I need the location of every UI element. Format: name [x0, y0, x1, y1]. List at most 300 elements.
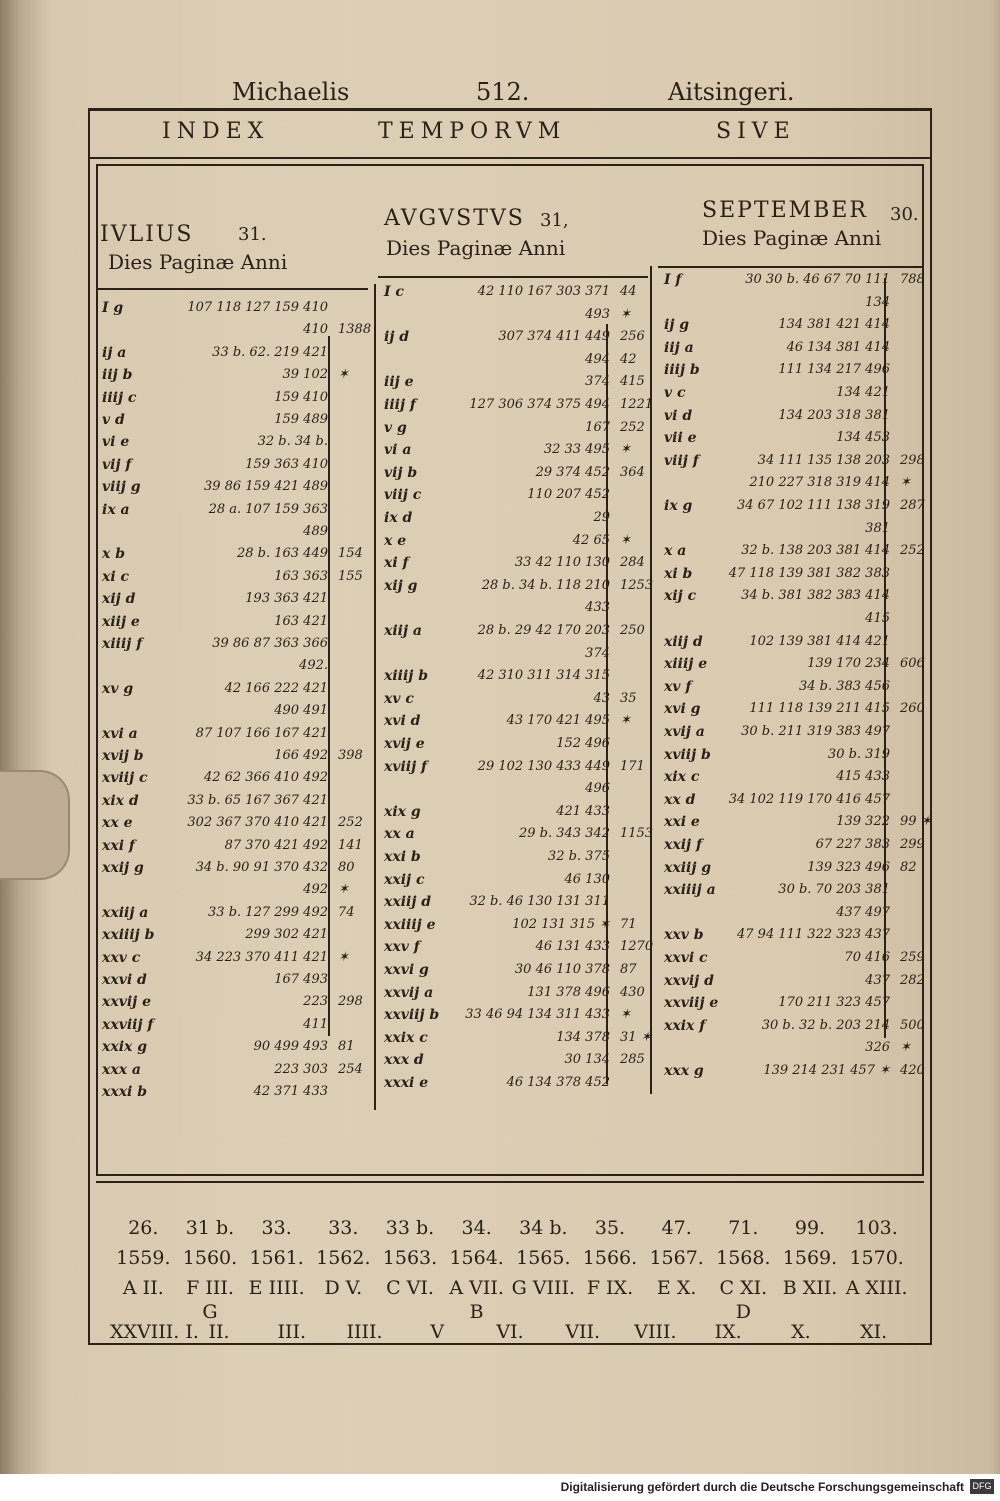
page-references: 29	[593, 510, 610, 525]
year-note: 259	[900, 950, 925, 965]
page-references: 46 134 381 414	[786, 339, 890, 355]
page-references: 152 496	[556, 736, 610, 751]
year-note: 252	[900, 543, 925, 559]
year-table-year: 1562.	[316, 1247, 371, 1269]
page-references: 437	[865, 972, 890, 988]
page-references: 42 62 366 410 492	[203, 770, 328, 786]
page-references: 34 223 370 411 421	[195, 949, 328, 965]
year-table-letter-extra: G	[202, 1301, 218, 1323]
day-label: xxv c	[102, 949, 141, 966]
page-references: 496	[585, 781, 610, 797]
day-label: xxxi b	[102, 1084, 148, 1100]
day-label: xiij d	[664, 633, 703, 650]
month-augustus-days: 31,	[540, 210, 569, 231]
page-references: 102 139 381 414 421	[749, 633, 890, 649]
day-label: I f	[664, 272, 682, 288]
year-table-page: 35.	[594, 1217, 626, 1239]
page-references: 139 322	[836, 814, 890, 830]
page-references: 131 378 496	[527, 984, 610, 1000]
year-note: 1253	[620, 577, 654, 593]
page-references: 32 b. 375	[547, 849, 610, 864]
year-note: 415	[620, 374, 645, 390]
augustus-column-headers: Dies Paginæ Anni	[386, 236, 566, 260]
page-references: 111 134 217 496	[778, 362, 890, 378]
year-table-letter: F IX.	[586, 1277, 634, 1299]
day-label: xxvij e	[102, 994, 151, 1011]
day-label: xxiiij b	[102, 927, 155, 944]
page-references: 34 111 135 138 203	[757, 452, 890, 468]
calendar-table	[96, 164, 932, 1176]
year-table-letter: F III.	[186, 1277, 234, 1299]
page-references: 33 b. 65 167 367 421	[187, 792, 328, 808]
page-references: 39 86 159 421 489	[203, 479, 328, 495]
day-label: xv f	[664, 678, 692, 695]
day-label: I c	[384, 284, 404, 300]
title-word-sive: SIVE	[716, 119, 796, 144]
day-label: xxi b	[384, 849, 421, 865]
page-references: 32 33 495	[543, 442, 610, 458]
year-note: 44	[620, 284, 637, 299]
day-label: vij b	[384, 464, 418, 481]
page-references: 39 86 87 363 366	[212, 636, 328, 651]
day-label: v c	[664, 385, 686, 401]
day-label: xij c	[664, 588, 697, 605]
day-label: xvi d	[384, 713, 421, 730]
page-references: 28 a. 107 159 363	[208, 501, 328, 517]
day-label: x e	[384, 532, 407, 549]
page-references: 87 107 166 167 421	[195, 725, 328, 741]
year-table-cycle-number: VI.	[496, 1321, 524, 1343]
page-clip	[0, 770, 70, 880]
page-references: 139 323 496	[807, 859, 890, 875]
day-label: xv g	[102, 680, 134, 697]
year-note: 260	[900, 701, 925, 717]
page-references: 326	[865, 1040, 890, 1056]
page-references: 33 b. 127 299 492	[208, 904, 328, 920]
year-table-year: 1563.	[382, 1247, 438, 1269]
year-note: 500	[900, 1017, 925, 1033]
day-label: xxix c	[384, 1029, 428, 1046]
page-references: 28 b. 34 b. 118 210	[481, 577, 610, 593]
page-references: 33 b. 62. 219 421	[212, 344, 328, 360]
day-label: viij g	[102, 479, 141, 496]
page-references: 167 493	[274, 972, 328, 987]
year-table-letter: E X.	[656, 1277, 697, 1299]
page-references: 374	[585, 374, 610, 390]
year-table-year: 1567.	[649, 1247, 704, 1269]
page-references: 139 170 234	[807, 656, 890, 672]
page-references: 415	[865, 611, 890, 626]
day-label: xxvi c	[664, 950, 708, 966]
page-references: 166 492	[274, 748, 328, 763]
page-references: 210 227 318 319 414	[749, 475, 890, 491]
year-table-cycle-number: III.	[277, 1321, 307, 1343]
year-table-page: 71.	[728, 1217, 759, 1239]
page-references: 490 491	[274, 703, 328, 719]
page-references: 489	[303, 524, 328, 539]
year-table-letter-extra: B	[469, 1301, 484, 1323]
year-note: 171	[620, 758, 645, 774]
page-references: 127 306 374 375 494	[469, 397, 610, 412]
year-table-page: 26.	[128, 1217, 159, 1239]
page-references: 30 b. 319	[827, 746, 890, 762]
year-note: 82	[900, 859, 917, 875]
running-head-left: Michaelis	[232, 78, 350, 106]
page-references: 29 102 130 433 449	[477, 758, 610, 774]
page-references: 421 433	[556, 803, 610, 819]
page-references: 70 416	[844, 950, 890, 965]
day-label: xxviij b	[384, 1007, 440, 1024]
day-label: xxxi e	[384, 1075, 429, 1091]
day-label: ix a	[102, 501, 130, 518]
page-references: 32 b. 34 b.	[257, 434, 328, 450]
page-references: 47 94 111 322 323 437	[737, 927, 890, 943]
page-references: 30 b. 70 203 381	[778, 882, 890, 898]
page-references: 34 b. 381 382 383 414	[741, 588, 890, 604]
day-label: v d	[102, 412, 125, 428]
year-note: 606	[900, 656, 925, 672]
augustus-header-rule	[378, 276, 648, 278]
title-word-index: INDEX	[162, 119, 270, 144]
page-references: 492.	[299, 658, 328, 674]
dfg-logo-icon: DFG	[970, 1479, 994, 1494]
page-references: 223 303	[274, 1061, 328, 1077]
page-references: 43 170 421 495	[506, 713, 610, 729]
day-label: xij d	[102, 591, 136, 608]
year-table-page: 99.	[794, 1217, 826, 1239]
page-references: 494	[585, 351, 610, 367]
year-note: 74	[338, 904, 355, 920]
page-references: 46 131 433	[535, 939, 610, 955]
julius-anni-rule	[328, 336, 330, 1036]
year-note: 364	[620, 464, 645, 480]
day-label: xxx g	[664, 1063, 704, 1079]
day-label: xxv f	[384, 939, 420, 956]
year-table-year: 1568.	[716, 1247, 771, 1269]
day-label: xxvij a	[384, 984, 434, 1001]
page-references: 43	[593, 690, 610, 706]
page-references: 34 67 102 111 138 319	[737, 498, 890, 513]
page-references: 223	[303, 994, 328, 1010]
day-label: ij a	[102, 344, 127, 361]
page-references: 437 497	[836, 904, 890, 920]
title-word-temporum: TEMPORVM	[378, 119, 567, 144]
page-references: 34 b. 90 91 370 432	[195, 860, 328, 875]
day-label: xxvij d	[664, 972, 714, 989]
day-label: xvij a	[664, 724, 705, 740]
year-note: 154	[338, 546, 363, 562]
year-note: 287	[900, 498, 925, 513]
page-references: 42 65	[572, 532, 610, 548]
year-note: ✶	[338, 367, 349, 383]
month-julius-days: 31.	[238, 224, 267, 245]
year-note: 282	[900, 972, 925, 988]
day-label: vii e	[664, 430, 697, 447]
page-references: 159 410	[274, 389, 328, 405]
year-note: 81	[338, 1039, 355, 1055]
day-label: xix d	[102, 792, 139, 809]
page-references: 433	[585, 600, 610, 616]
year-note: 1221	[620, 397, 654, 412]
year-table	[96, 1181, 924, 1343]
september-header-rule	[658, 266, 922, 268]
year-note: 31 ✶	[620, 1029, 652, 1045]
year-table-letter: A II.	[122, 1277, 164, 1299]
day-label: xij g	[384, 577, 418, 594]
day-label: x a	[664, 543, 687, 560]
page-references: 411	[303, 1016, 328, 1032]
page-references: 46 134 378 452	[506, 1075, 610, 1090]
year-table-cycle-number: IX.	[714, 1321, 742, 1343]
year-note: 256	[620, 329, 645, 345]
page-references: 493	[585, 306, 610, 322]
day-label: xviij b	[664, 746, 711, 763]
year-note: 398	[338, 748, 363, 763]
page-references: 193 363 421	[245, 591, 328, 607]
page-references: 30 b. 32 b. 203 214	[761, 1017, 890, 1033]
year-note: 254	[338, 1061, 363, 1077]
page-references: 167	[585, 419, 610, 435]
page-references: 134 421	[836, 385, 890, 400]
day-label: xxviij e	[664, 995, 719, 1012]
day-label: xix c	[664, 769, 700, 786]
day-label: xviij f	[384, 758, 428, 775]
page-references: 29 374 452	[535, 464, 610, 480]
day-label: xi b	[664, 565, 693, 582]
day-label: xiij e	[102, 613, 140, 630]
year-note: ✶	[338, 882, 349, 898]
day-label: xiiij f	[102, 636, 143, 652]
day-label: xvij e	[384, 736, 425, 752]
year-table-cycle-number: IIII.	[346, 1321, 383, 1343]
year-note: 252	[620, 419, 645, 435]
month-julius: IVLIUS	[100, 222, 194, 247]
year-note: 298	[338, 994, 363, 1010]
year-note: 99 ✶	[900, 814, 932, 830]
year-note: 250	[620, 623, 645, 638]
page-references: 34 102 119 170 416 457	[728, 791, 890, 807]
day-label: iij e	[384, 374, 414, 391]
year-note: 87	[620, 962, 637, 977]
year-table-cycle-number: II.	[208, 1321, 230, 1343]
julius-header-rule	[98, 288, 368, 290]
table-frame	[88, 108, 932, 1345]
year-note: 284	[620, 555, 645, 571]
day-label: v g	[384, 419, 407, 436]
day-label: xxvi g	[384, 962, 429, 978]
title-row	[90, 111, 930, 159]
year-table-letter: D V.	[324, 1277, 363, 1299]
day-label: xxij c	[384, 871, 425, 888]
page-number: 512.	[476, 78, 530, 106]
year-table-letter: C VI.	[386, 1277, 434, 1299]
day-label: iiij f	[384, 397, 416, 413]
page-references: 42 310 311 314 315	[477, 668, 610, 684]
day-label: vi e	[102, 434, 130, 451]
day-label: xiiij e	[664, 656, 708, 673]
page-references: 47 118 139 381 382 383	[728, 565, 890, 581]
year-note: 1270	[620, 939, 654, 955]
day-label: xxi e	[664, 814, 700, 831]
year-note: ✶	[900, 475, 911, 491]
page-references: 30 b. 211 319 383 497	[741, 724, 890, 739]
page-references: 381	[865, 520, 890, 536]
day-label: xxiiij a	[664, 882, 716, 899]
page-references: 28 b. 29 42 170 203	[477, 623, 610, 638]
day-label: xxij g	[102, 860, 144, 876]
page-references: 90 499 493	[253, 1039, 328, 1055]
day-label: viij f	[664, 452, 699, 469]
year-note: ✶	[338, 949, 349, 965]
year-table-page: 33.	[328, 1217, 359, 1239]
year-table-page: 103.	[855, 1217, 898, 1239]
day-label: xx a	[384, 826, 415, 843]
year-note: 285	[620, 1052, 645, 1068]
page-references: 374	[585, 645, 610, 661]
page-references: 134 453	[836, 430, 890, 446]
day-label: xviij c	[102, 770, 148, 787]
day-label: xx e	[102, 815, 133, 832]
page-references: 67 227 383	[815, 837, 890, 852]
year-table-year: 1566.	[582, 1247, 638, 1269]
page-references: 111 118 139 211 415	[749, 701, 890, 717]
year-note: 298	[900, 452, 925, 468]
page-references: 134 378	[556, 1029, 610, 1045]
year-note: 1388	[338, 322, 372, 338]
page-references: 163 421	[274, 613, 328, 629]
year-table-cycle-number: VII.	[565, 1321, 601, 1343]
page-references: 134 203 318 381	[778, 407, 890, 423]
day-label: vij f	[102, 456, 132, 473]
page-references: 492	[303, 882, 328, 898]
page-references: 134 381 421 414	[778, 317, 890, 333]
year-note: ✶	[620, 1007, 631, 1023]
year-note: ✶	[620, 442, 631, 458]
year-table-letter: A VII.	[449, 1277, 504, 1299]
page-references: 102 131 315 ✶	[512, 916, 610, 932]
day-label: xv c	[384, 690, 414, 707]
page-references: 33 42 110 130	[514, 555, 610, 571]
day-label: xxij f	[664, 837, 702, 853]
day-label: xxiij g	[664, 859, 712, 876]
year-table-year: 1565.	[516, 1247, 571, 1269]
year-note: 299	[900, 837, 925, 852]
page-references: 29 b. 343 342	[518, 826, 610, 842]
day-label: x b	[102, 546, 126, 563]
day-label: xxiij a	[102, 904, 149, 921]
year-table-year: 1564.	[449, 1247, 504, 1269]
day-label: xxix f	[664, 1017, 706, 1034]
day-label: xxviij f	[102, 1016, 154, 1033]
month-september-days: 30.	[890, 204, 919, 225]
julius-column-headers: Dies Paginæ Anni	[108, 250, 288, 274]
day-label: xxix g	[102, 1039, 148, 1056]
page-references: 87 370 421 492	[224, 837, 328, 853]
page-references: 32 b. 138 203 381 414	[741, 543, 890, 559]
running-head-right: Aitsingeri.	[668, 78, 795, 106]
year-note: 42	[620, 351, 637, 367]
year-table-letter: G VIII.	[511, 1277, 576, 1299]
footer-bar	[0, 1474, 1000, 1501]
page-references: 299 302 421	[245, 927, 328, 943]
year-note: 71	[620, 916, 637, 932]
page-references: 107 118 127 159 410	[187, 300, 328, 315]
col-divider-1	[374, 284, 376, 1110]
page-references: 139 214 231 457 ✶	[763, 1063, 890, 1078]
page-references: 410	[303, 322, 328, 338]
page-references: 302 367 370 410 421	[187, 815, 328, 831]
year-table-page: 34 b.	[519, 1217, 568, 1239]
day-label: I g	[102, 300, 124, 316]
day-label: ix g	[664, 498, 693, 514]
day-label: xxvi d	[102, 972, 147, 988]
day-label: ix d	[384, 510, 413, 526]
page-references: 42 371 433	[253, 1084, 328, 1099]
day-label: xi f	[384, 555, 409, 572]
page-references: 307 374 411 449	[498, 329, 610, 345]
year-note: ✶	[620, 306, 631, 322]
day-label: xxiiij e	[384, 916, 436, 933]
day-label: xxx a	[102, 1061, 141, 1078]
day-label: xxx d	[384, 1052, 424, 1069]
year-table-cycle-number: XI.	[860, 1321, 888, 1343]
year-table-letter: E IIII.	[248, 1277, 305, 1299]
year-table-cycle-number: V	[430, 1321, 445, 1343]
page-references: 170 211 323 457	[778, 995, 890, 1011]
september-column-headers: Dies Paginæ Anni	[702, 226, 882, 250]
day-label: iiij b	[664, 362, 700, 379]
year-table-year: 1561.	[249, 1247, 304, 1269]
year-table-year: 1560.	[182, 1247, 238, 1269]
day-label: xvi a	[102, 725, 138, 742]
year-note: 155	[338, 568, 363, 584]
day-label: xxi f	[102, 837, 135, 854]
page-references: 134	[865, 294, 890, 310]
year-note: ✶	[900, 1040, 911, 1056]
year-table-page: 33.	[261, 1217, 292, 1239]
page-references: 30 134	[564, 1052, 610, 1068]
year-table-year: 1559.	[116, 1247, 171, 1269]
year-note: 141	[338, 837, 363, 853]
year-table-cycle-number: XXVIII. I.	[110, 1321, 199, 1343]
year-table-page: 33 b.	[385, 1217, 435, 1239]
day-label: iij b	[102, 367, 133, 384]
year-note: 420	[900, 1063, 925, 1078]
year-note: 80	[338, 860, 355, 875]
day-label: vi d	[664, 407, 693, 424]
year-note: ✶	[620, 532, 631, 548]
page-references: 30 46 110 378	[514, 962, 610, 977]
page-references: 28 b. 163 449	[236, 546, 328, 562]
year-note: 788	[900, 272, 925, 287]
year-note: 430	[620, 984, 645, 1000]
page-references: 110 207 452	[527, 487, 610, 503]
year-table-cycle-number: VIII.	[634, 1321, 677, 1343]
year-table-page: 31 b.	[185, 1217, 235, 1239]
page-references: 39 102	[282, 367, 328, 383]
year-table-cycle-number: X.	[791, 1321, 811, 1343]
page-references: 30 30 b. 46 67 70 111	[745, 272, 890, 287]
month-september: SEPTEMBER	[702, 198, 868, 223]
year-note: 35	[620, 690, 637, 706]
page-references: 415 433	[836, 769, 890, 785]
day-label: viij c	[384, 487, 422, 504]
day-label: vi a	[384, 442, 412, 459]
page-references: 34 b. 383 456	[798, 678, 890, 694]
year-table-year: 1570.	[849, 1247, 904, 1269]
day-label: ij d	[384, 329, 410, 346]
day-label: xvi g	[664, 701, 701, 718]
